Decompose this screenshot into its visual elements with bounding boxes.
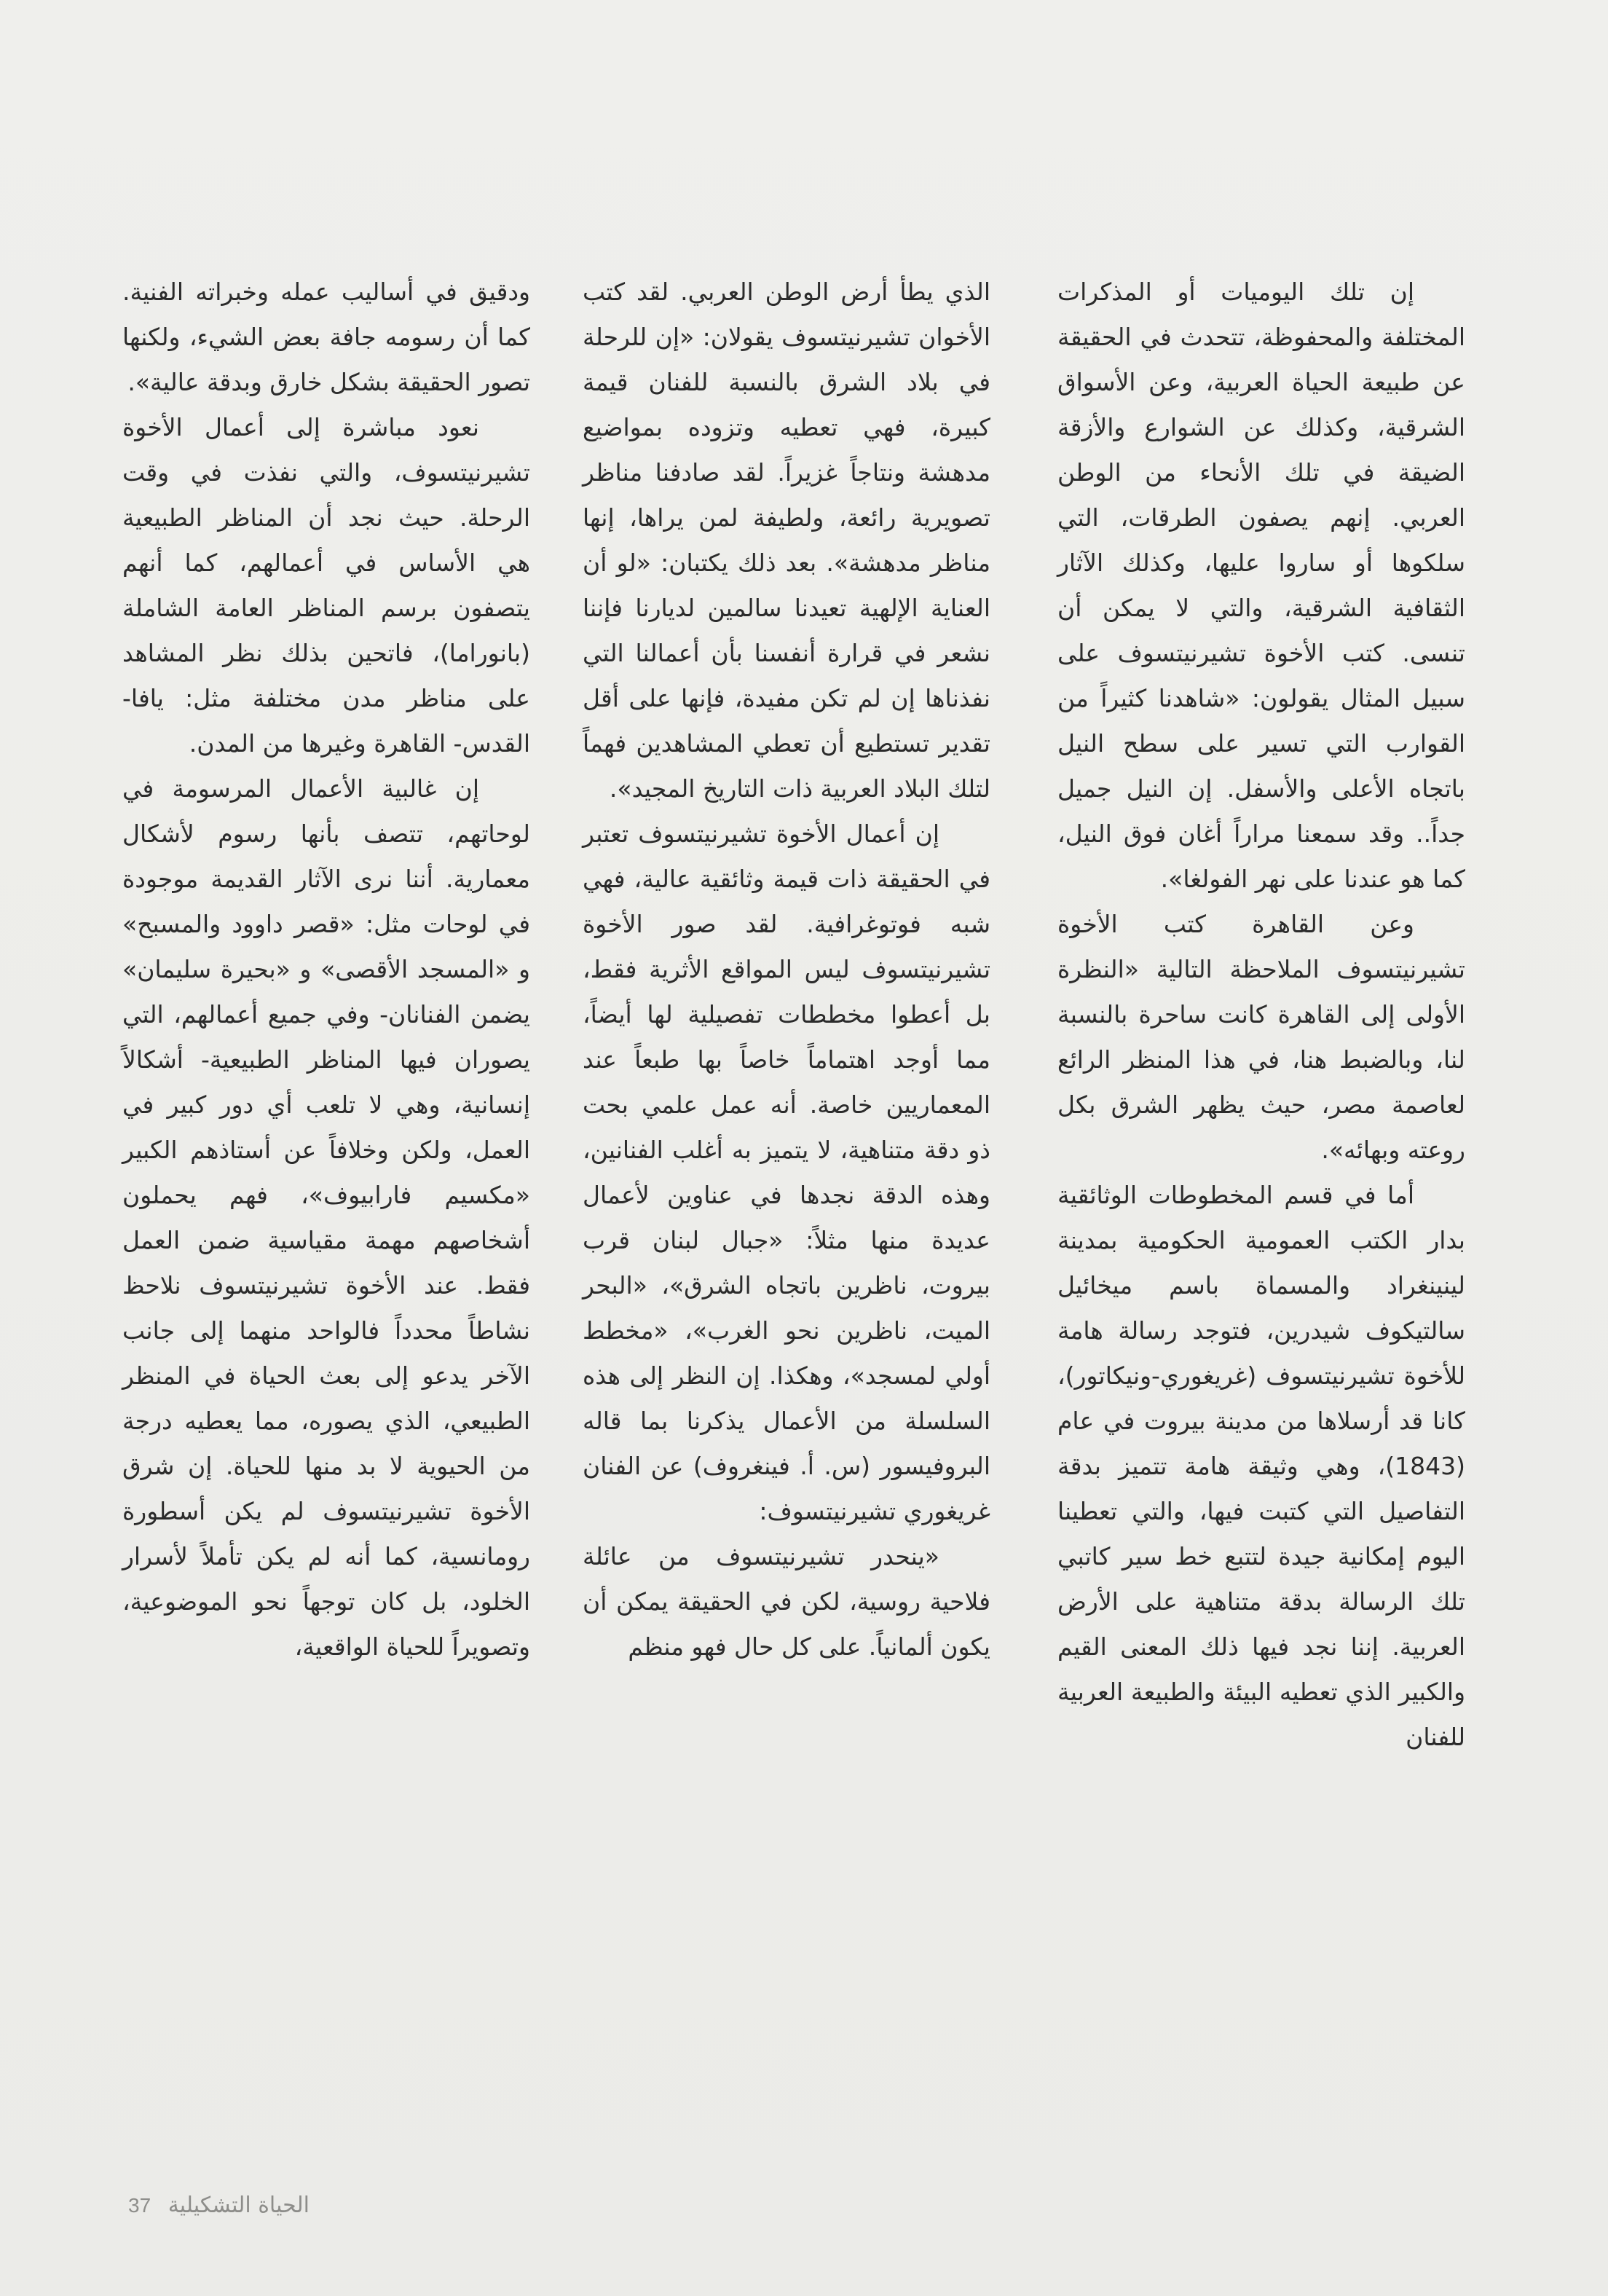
- paragraph: إن تلك اليوميات أو المذكرات المختلفة والمحفوظة، تتحدث في الحقيقة عن طبيعة الحياة العربية، وعن الأسواق الشرقية، وكذلك عن الشوارع والأزقة الضيقة في تلك الأنحاء من الوطن العربي. إنهم يصفون الطرقات، التي سلكوها أو ساروا عليها، وكذلك الآثار الثقافية الشرقية، والتي لا يمكن أن تنسى. كتب الأخوة تشيرنيتسوف على سبيل المثال يقولون: «شاهدنا كثيراً من القوارب التي تسير على سطح النيل باتجاه الأعلى والأسفل. إن النيل جميل جداً.. وقد سمعنا مراراً أغان فوق النيل، كما هو عندنا على نهر الفولغا».: [1057, 278, 1465, 893]
- paragraph: إن غالبية الأعمال المرسومة في لوحاتهم، تتصف بأنها رسوم لأشكال معمارية. أننا نرى الآثار القديمة موجودة في لوحات مثل: «قصر داوود والمسبح» و «المسجد الأقصى» و «بحيرة سليمان» يضمن الفنانان- وفي جميع أعمالهم، التي يصوران فيها المناظر الطبيعية- أشكالاً إنسانية، وهي لا تلعب أي دور كبير في العمل، ولكن وخلافاً عن أستاذهم الكبير «مكسيم فارابيوف»، فهم يحملون أشخاصهم مهمة مقياسية ضمن العمل فقط. عند الأخوة تشيرنيتسوف نلاحظ نشاطاً محدداً فالواحد منهما إلى جانب الآخر يدعو إلى بعث الحياة في المنظر الطبيعي، الذي يصوره، مما يعطيه درجة من الحيوية لا بد منها للحياة. إن شرق الأخوة تشيرنيتسوف لم يكن أسطورة رومانسية، كما أنه لم يكن تأملاً لأسرار الخلود، بل كان توجهاً نحو الموضوعية، وتصويراً للحياة الواقعية،: [122, 774, 530, 1661]
- paragraph: إن أعمال الأخوة تشيرنيتسوف تعتبر في الحقيقة ذات قيمة وثائقية عالية، فهي شبه فوتوغرافية. لقد صور الأخوة تشيرنيتسوف ليس المواقع الأثرية فقط، بل أعطوا مخططات تفصيلية لها أيضاً، مما أوجد اهتماماً خاصاً بها طبعاً عند المعماريين خاصة. أنه عمل علمي بحت ذو دقة متناهية، لا يتميز به أغلب الفنانين، وهذه الدقة نجدها في عناوين لأعمال عديدة منها مثلاً: «جبال لبنان قرب بيروت، ناظرين باتجاه الشرق»، «البحر الميت، ناظرين نحو الغرب»، «مخطط أولي لمسجد»، وهكذا. إن النظر إلى هذه السلسلة من الأعمال يذكرنا بما قاله البروفيسور (س. أ. فينغروف) عن الفنان غريغوري تشيرنيتسوف:: [583, 819, 990, 1525]
- paragraph: وعن القاهرة كتب الأخوة تشيرنيتسوف الملاحظة التالية «النظرة الأولى إلى القاهرة كانت ساحرة بالنسبة لنا، وبالضبط هنا، في هذا المنظر الرائع لعاصمة مصر، حيث يظهر الشرق بكل روعته وبهائه».: [1057, 910, 1465, 1164]
- page-footer: [128, 2193, 310, 2218]
- paragraph: نعود مباشرة إلى أعمال الأخوة تشيرنيتسوف، والتي نفذت في وقت الرحلة. حيث نجد أن المناظر الطبيعية هي الأساس في أعمالهم، كما أنهم يتصفون برسم المناظر العامة الشاملة (بانوراما)، فاتحين بذلك نظر المشاهد على مناظر مدن مختلفة مثل: يافا- القدس- القاهرة وغيرها من المدن.: [122, 413, 530, 758]
- page-number: 37: [128, 2194, 151, 2217]
- text-column-left: [122, 270, 530, 1670]
- paragraph: «ينحدر تشيرنيتسوف من عائلة فلاحية روسية، لكن في الحقيقة يمكن أن يكون ألمانياً. على كل حال فهو منظم: [583, 1542, 990, 1661]
- paragraph: الذي يطأ أرض الوطن العربي. لقد كتب الأخوان تشيرنيتسوف يقولان: «إن للرحلة في بلاد الشرق بالنسبة للفنان قيمة كبيرة، فهي تعطيه وتزوده بمواضيع مدهشة ونتاجاً غزيراً. لقد صادفنا مناظر تصويرية رائعة، ولطيفة لمن يراها، إنها مناظر مدهشة». بعد ذلك يكتبان: «لو أن العناية الإلهية تعيدنا سالمين لديارنا فإننا نشعر في قرارة أنفسنا بأن أعمالنا التي نفذناها إن لم تكن مفيدة، فإنها على أقل تقدير تستطيع أن تعطي المشاهدين فهماً لتلك البلاد العربية ذات التاريخ المجيد».: [583, 278, 990, 803]
- paragraph: ودقيق في أساليب عمله وخبراته الفنية. كما أن رسومه جافة بعض الشيء، ولكنها تصور الحقيقة بشكل خارق وبدقة عالية».: [122, 278, 530, 396]
- text-column-right: [1057, 270, 1465, 1760]
- magazine-name: الحياة التشكيلية: [168, 2193, 310, 2218]
- paragraph: أما في قسم المخطوطات الوثائقية بدار الكتب العمومية الحكومية بمدينة لينينغراد والمسماة باسم ميخائيل سالتيكوف شيدرين، فتوجد رسالة هامة للأخوة تشيرنيتسوف (غريغوري-ونيكاتور)، كانا قد أرسلاها من مدينة بيروت في عام (1843)، وهي وثيقة هامة تتميز بدقة التفاصيل التي كتبت فيها، والتي تعطينا اليوم إمكانية جيدة لتتبع خط سير كاتبي تلك الرسالة بدقة متناهية على الأرض العربية. إننا نجد فيها ذلك المعنى القيم والكبير الذي تعطيه البيئة والطبيعة العربية للفنان: [1057, 1181, 1465, 1751]
- text-column-middle: [583, 270, 990, 1670]
